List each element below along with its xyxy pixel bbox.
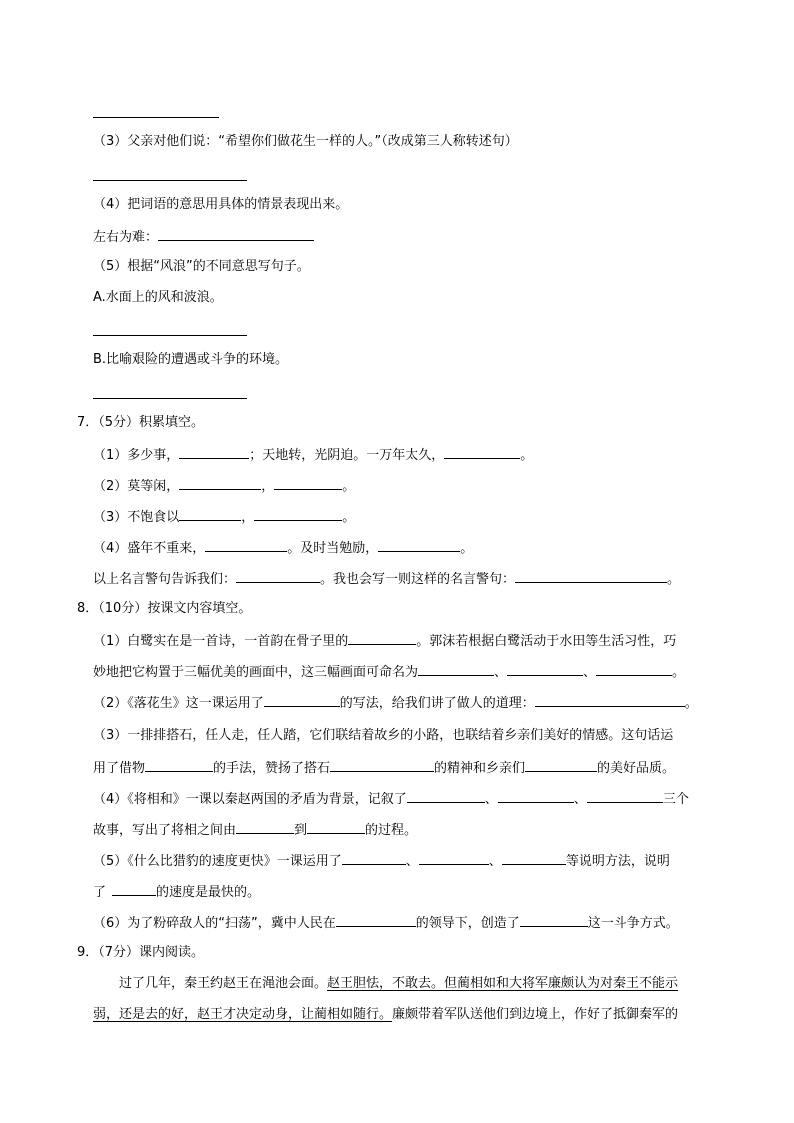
text: 。郭沫若根据白鹭活动于水田等生活习性，巧 xyxy=(416,634,677,649)
answer-blank[interactable] xyxy=(342,851,406,865)
underlined-sentence: 弱，还是去的好，赵王才决定动身，让蔺相如随行。 xyxy=(93,1007,393,1022)
text: 、 xyxy=(494,665,508,680)
text: 这一斗争方式。 xyxy=(587,916,679,931)
text: 。 xyxy=(684,696,698,711)
answer-blank[interactable] xyxy=(444,445,520,459)
text: （4）盛年不重来， xyxy=(93,541,206,556)
q7-line-5 xyxy=(93,569,680,587)
text: 。 xyxy=(672,665,686,680)
text: 。 xyxy=(460,541,474,556)
q8-line-2 xyxy=(93,662,685,680)
answer-blank[interactable] xyxy=(378,538,460,552)
q6-part4-word xyxy=(93,227,314,245)
text: 的过程。 xyxy=(365,823,418,838)
answer-blank[interactable] xyxy=(179,476,261,490)
text: （2）莫等闲， xyxy=(93,479,180,494)
text: （2）《落花生》这一课运用了 xyxy=(93,696,264,711)
text: 廉颇带着军队送他们到边境上，作好了抵御秦军的 xyxy=(392,1007,679,1022)
answer-blank[interactable] xyxy=(336,913,416,927)
q6-part4-word-label: 左右为难： xyxy=(93,230,159,245)
text: 。 xyxy=(520,448,534,463)
answer-blank[interactable] xyxy=(535,693,685,707)
answer-blank[interactable] xyxy=(348,631,416,645)
q7-line-4 xyxy=(93,538,473,556)
answer-line-q6-3[interactable] xyxy=(93,179,247,181)
text: 过了几年，秦王约赵王在渑池会面。 xyxy=(119,976,328,991)
answer-line-q6-5a[interactable] xyxy=(93,334,247,336)
text: ；天地转，光阴迫。一万年太久， xyxy=(249,448,445,463)
text: 、 xyxy=(583,665,597,680)
answer-blank[interactable] xyxy=(520,913,588,927)
text: 到 xyxy=(294,823,308,838)
answer-blank[interactable] xyxy=(112,882,156,896)
answer-line-q6-5b[interactable] xyxy=(93,397,247,399)
answer-blank[interactable] xyxy=(498,789,574,803)
answer-blank[interactable] xyxy=(158,227,314,241)
answer-blank[interactable] xyxy=(596,662,672,676)
q8-line-6 xyxy=(93,789,689,807)
text: 妙地把它构置于三幅优美的画面中，这三幅画面可命名为 xyxy=(93,665,419,680)
text: ， xyxy=(261,479,275,494)
text: 以上名言警句告诉我们： xyxy=(93,572,237,587)
answer-blank[interactable] xyxy=(330,758,434,772)
text: 等说明方法，说明 xyxy=(565,854,670,869)
q8-line-5 xyxy=(93,758,675,776)
text: 。及时当勉励， xyxy=(287,541,379,556)
answer-blank[interactable] xyxy=(274,476,342,490)
answer-blank[interactable] xyxy=(307,820,365,834)
underlined-sentence: 赵王胆怯，不敢去。 xyxy=(327,976,445,991)
answer-blank[interactable] xyxy=(145,758,213,772)
answer-blank[interactable] xyxy=(502,851,566,865)
text: 、 xyxy=(488,854,502,869)
text: 、 xyxy=(484,792,498,807)
text: 的手法，赞扬了搭石 xyxy=(213,761,331,776)
q7-line-1 xyxy=(93,445,533,463)
q7-title: 7．（5分）积累填空。 xyxy=(77,415,205,430)
text: 用了借物 xyxy=(93,761,146,776)
answer-blank[interactable] xyxy=(236,569,320,583)
text: 。 xyxy=(667,572,681,587)
answer-line-q6-2[interactable] xyxy=(93,116,219,118)
text: （6）为了粉碎敌人的“扫荡”，冀中人民在 xyxy=(93,916,336,931)
q8-title: 8．（10分）按课文内容填空。 xyxy=(77,601,252,616)
answer-blank[interactable] xyxy=(507,662,583,676)
q6-part3-prompt: （3）父亲对他们说：“希望你们做花生一样的人。”（改成第三人称转述句） xyxy=(93,134,518,149)
underlined-sentence: 但蔺相如和大将军廉颇认为对秦王不能示 xyxy=(444,976,679,991)
answer-blank[interactable] xyxy=(179,507,241,521)
q6-part5-option-a: A.水面上的风和波浪。 xyxy=(93,290,223,305)
answer-blank[interactable] xyxy=(407,789,485,803)
text: 了 xyxy=(93,885,107,900)
text: （5）《什么比猎豹的速度更快》一课运用了 xyxy=(93,854,342,869)
text: （4）《将相和》一课以秦赵两国的矛盾为背景，记叙了 xyxy=(93,792,407,807)
text: （1）多少事， xyxy=(93,448,180,463)
q9-title: 9．（7分）课内阅读。 xyxy=(77,945,205,960)
answer-blank[interactable] xyxy=(515,569,667,583)
q8-line-3 xyxy=(93,693,698,711)
text: 的领导下，创造了 xyxy=(415,916,520,931)
q8-line-1 xyxy=(93,631,676,649)
answer-blank[interactable] xyxy=(419,851,489,865)
text: 的精神和乡亲们 xyxy=(434,761,526,776)
answer-blank[interactable] xyxy=(264,693,340,707)
text: 。 xyxy=(342,510,356,525)
answer-blank[interactable] xyxy=(587,789,663,803)
text: ， xyxy=(241,510,255,525)
q6-part5-option-b: B.比喻艰险的遭遇或斗争的环境。 xyxy=(93,352,289,367)
answer-blank[interactable] xyxy=(418,662,494,676)
answer-blank[interactable] xyxy=(205,538,287,552)
q8-line-7 xyxy=(93,820,417,838)
q7-line-3 xyxy=(93,507,355,525)
text: （3）不饱食以 xyxy=(93,510,180,525)
answer-blank[interactable] xyxy=(179,445,249,459)
q8-line-9 xyxy=(93,882,260,900)
text: （1）白鹭实在是一首诗，一首韵在骨子里的 xyxy=(93,634,349,649)
answer-blank[interactable] xyxy=(525,758,597,772)
q8-line-4: （3）一排排搭石，任人走，任人踏，它们联结着故乡的小路，也联结着乡亲们美好的情感。这句话运 xyxy=(93,728,674,743)
q6-part5-prompt: （5）根据“风浪”的不同意思写句子。 xyxy=(93,259,310,274)
text: 。 xyxy=(342,479,356,494)
text: 。我也会写一则这样的名言警句： xyxy=(320,572,516,587)
text: 的美好品质。 xyxy=(597,761,676,776)
q8-line-8 xyxy=(93,851,670,869)
text: 、 xyxy=(405,854,419,869)
q7-line-2 xyxy=(93,476,355,494)
answer-blank[interactable] xyxy=(236,820,294,834)
text: 的速度是最快的。 xyxy=(156,885,261,900)
answer-blank[interactable] xyxy=(254,507,342,521)
text: 故事，写出了将相之间由 xyxy=(93,823,237,838)
text: 的写法，给我们讲了做人的道理： xyxy=(339,696,535,711)
text: 、 xyxy=(573,792,587,807)
q8-line-10 xyxy=(93,913,679,931)
text: 三个 xyxy=(662,792,689,807)
q6-part4-prompt: （4）把词语的意思用具体的情景表现出来。 xyxy=(93,197,349,212)
q9-passage-line-2 xyxy=(93,1006,678,1024)
q9-passage-line-1 xyxy=(119,975,678,993)
